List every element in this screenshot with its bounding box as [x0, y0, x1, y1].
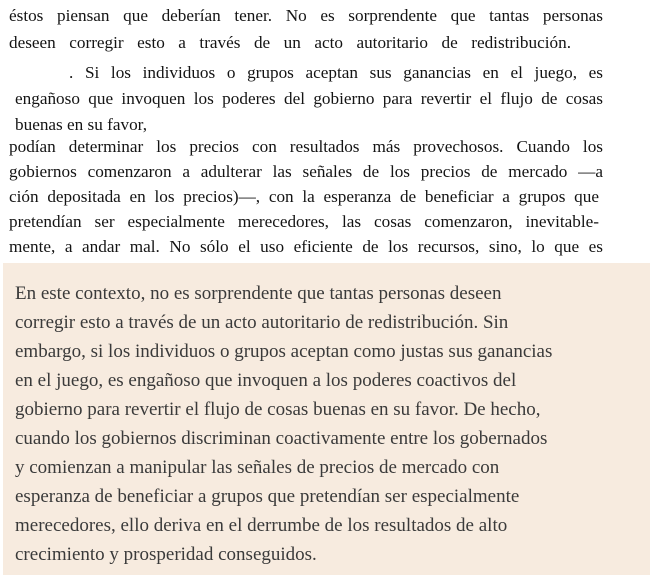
panel-line-2: corregir esto a través de un acto autoritario de redistribución. Sin — [15, 312, 509, 333]
scan-line-3: . Si los individuos o grupos aceptan sus ganancias en el juego, es — [69, 63, 603, 82]
scan-line-10: mente, a andar mal. No sólo el uso eficiente de los recursos, sino, lo que es — [9, 237, 603, 256]
scan-line-7: gobiernos comenzaron a adulterar las señales de los precios de mercado —a — [9, 162, 603, 181]
panel-line-7: y comienzan a manipular las señales de precios de mercado con — [15, 457, 500, 478]
scan-line-4: engañoso que invoquen los poderes del gobierno para revertir el flujo de cosas — [15, 89, 603, 108]
panel-line-10: crecimiento y prosperidad conseguidos. — [15, 544, 317, 565]
scan-line-1: éstos piensan que deberían tener. No es sorprendente que tantas personas — [9, 6, 603, 25]
panel-line-1: En este contexto, no es sorprendente que tantas personas deseen — [15, 283, 502, 304]
panel-line-6: cuando los gobiernos discriminan coactivamente entre los gobernados — [15, 428, 548, 449]
scan-line-2: deseen corregir esto a través de un acto autoritario de redistribución. — [9, 33, 571, 52]
scan-line-9: pretendían ser especialmente merecedores, las cosas comenzaron, inevitable- — [9, 212, 599, 231]
rewritten-text-panel — [3, 263, 650, 575]
panel-line-4: en el juego, es engañoso que invoquen a los poderes coactivos del — [15, 370, 517, 391]
panel-line-8: esperanza de beneficiar a grupos que pretendían ser especialmente — [15, 486, 520, 507]
scan-line-8: ción depositada en los precios)—, con la esperanza de beneficiar a grupos que — [9, 187, 599, 206]
panel-line-9: merecedores, ello deriva en el derrumbe de los resultados de alto — [15, 515, 508, 536]
panel-line-3: embargo, si los individuos o grupos aceptan como justas sus ganancias — [15, 341, 553, 362]
scanned-book-excerpt — [0, 0, 650, 258]
scan-line-6: podían determinar los precios con resultados más provechosos. Cuando los — [9, 137, 603, 156]
scan-line-5: buenas en su favor, — [15, 115, 147, 134]
panel-line-5: gobierno para revertir el flujo de cosas buenas en su favor. De hecho, — [15, 399, 541, 420]
